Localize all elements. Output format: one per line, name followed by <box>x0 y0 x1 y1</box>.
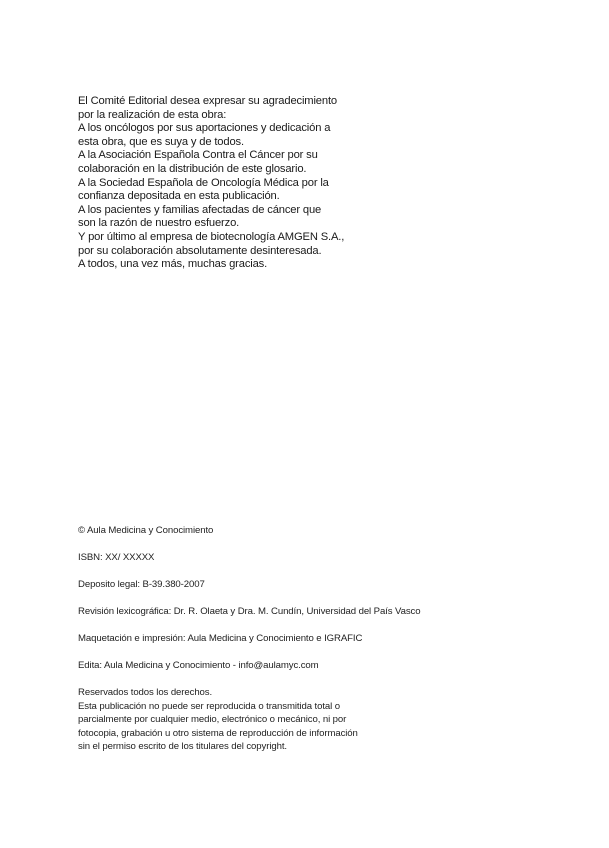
spacer <box>78 592 518 606</box>
acknowledgement-line: A la Sociedad Española de Oncología Médica por la <box>78 176 329 189</box>
layout-and-printing: Maquetación e impresión: Aula Medicina y Conocimiento e IGRAFIC <box>78 633 363 644</box>
acknowledgement-line: Y por último al empresa de biotecnología AMGEN S.A., <box>78 230 345 243</box>
isbn: ISBN: XX/ XXXXX <box>78 552 155 563</box>
acknowledgement-line: A los pacientes y familias afectadas de cáncer que <box>78 203 322 216</box>
rights-line: sin el permiso escrito de los titulares del copyright. <box>78 741 287 752</box>
acknowledgement-line: confianza depositada en esta publicación. <box>78 190 280 203</box>
publisher: Edita: Aula Medicina y Conocimiento - info@aulamyc.com <box>78 660 319 671</box>
acknowledgement-line: colaboración en la distribución de este glosario. <box>78 162 307 175</box>
acknowledgement-line: A los oncólogos por sus aportaciones y dedicación a <box>78 122 331 135</box>
acknowledgements-block <box>78 95 378 272</box>
legal-deposit: Deposito legal: B-39.380-2007 <box>78 579 205 590</box>
credits-block <box>78 524 518 754</box>
acknowledgement-line: A la Asociación Española Contra el Cáncer por su <box>78 149 318 162</box>
copyright-notice: © Aula Medicina y Conocimiento <box>78 525 214 536</box>
rights-line: fotocopia, grabación u otro sistema de reproducción de información <box>78 727 358 739</box>
acknowledgement-line: esta obra, que es suya y de todos. <box>78 135 244 148</box>
acknowledgement-line: El Comité Editorial desea expresar su agradecimiento <box>78 95 337 107</box>
acknowledgement-line: por la realización de esta obra: <box>78 108 227 121</box>
rights-line: Reservados todos los derechos. <box>78 687 213 698</box>
rights-line: parcialmente por cualquier medio, electrónico o mecánico, ni por <box>78 714 347 725</box>
spacer <box>78 565 518 579</box>
acknowledgement-line: por su colaboración absolutamente desinteresada. <box>78 244 322 257</box>
spacer <box>78 619 518 633</box>
acknowledgement-line: A todos, una vez más, muchas gracias. <box>78 258 268 271</box>
spacer <box>78 673 518 687</box>
rights-line: Esta publicación no puede ser reproducida o transmitida total o <box>78 700 340 712</box>
spacer <box>78 646 518 660</box>
spacer <box>78 538 518 552</box>
acknowledgement-line: son la razón de nuestro esfuerzo. <box>78 217 240 230</box>
lexicographic-revision: Revisión lexicográfica: Dr. R. Olaeta y Dra. M. Cundín, Universidad del País Vasco <box>78 606 421 617</box>
